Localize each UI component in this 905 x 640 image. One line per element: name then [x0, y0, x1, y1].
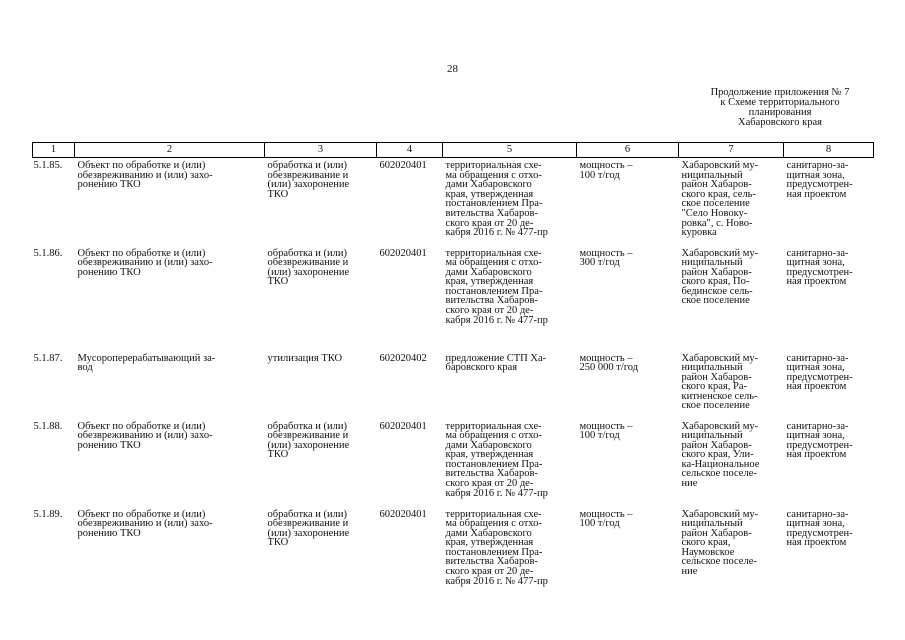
placement-basis-line: постановлением Пра-	[445, 458, 543, 470]
restricted-zone-line: санитарно-за-	[786, 247, 849, 259]
placement-basis-line: территориальная схе-	[445, 420, 542, 432]
object-location-line: бединское сель-	[681, 285, 753, 297]
object-location-line: ниципальный	[681, 518, 743, 530]
restricted-zone-line: санитарно-за-	[786, 160, 849, 171]
object-name-cell	[75, 158, 265, 246]
placement-basis-line: ма обращения с отхо-	[445, 169, 542, 181]
object-purpose-line: обработка и (или)	[267, 420, 347, 432]
object-purpose-line: обезвреживание и	[267, 518, 349, 530]
placement-basis-line: ского края от 20 де-	[445, 305, 534, 317]
appendix-note-line: к Схеме территориального	[720, 97, 840, 108]
object-name-line: обезвреживанию и (или) захо-	[77, 169, 213, 181]
object-location-line: район Хабаров-	[681, 179, 752, 191]
object-name-line: ронению ТКО	[77, 527, 141, 539]
placement-basis-cell	[443, 419, 577, 507]
object-code-cell: 602020402	[379, 352, 427, 364]
placement-basis-line: ского края от 20 де-	[445, 478, 534, 490]
object-name-cell	[75, 351, 265, 419]
object-location-line: сельское поселе-	[681, 556, 757, 568]
placement-basis-line: кабря 2016 г. № 477-пр	[445, 227, 548, 239]
restricted-zone-line: предусмотрен-	[786, 371, 853, 383]
placement-basis-line: постановлением Пра-	[445, 198, 543, 210]
object-purpose-line: обработка и (или)	[267, 247, 347, 259]
object-name-cell	[75, 507, 265, 597]
placement-basis-line: вительства Хабаров-	[445, 556, 538, 568]
object-code-cell: 602020401	[379, 247, 427, 259]
object-name-line: ронению ТКО	[77, 266, 141, 278]
row-number-cell: 5.1.86.	[33, 247, 63, 259]
column-header: 5	[443, 143, 577, 158]
object-name-line: обезвреживанию и (или) захо-	[77, 430, 213, 442]
object-capacity-line: мощность –	[579, 160, 633, 171]
restricted-zone-line: щитная зона,	[786, 518, 845, 530]
column-header: 1	[33, 143, 75, 158]
object-name-line: ронению ТКО	[77, 179, 141, 191]
restricted-zone-cell	[784, 158, 874, 246]
object-capacity-cell	[577, 158, 679, 246]
object-name-line: Объект по обработке и (или)	[77, 508, 206, 520]
object-name-line: Объект по обработке и (или)	[77, 160, 206, 171]
table-body	[33, 158, 874, 597]
restricted-zone-line: санитарно-за-	[786, 352, 849, 364]
object-location-line: ское поселение	[681, 400, 750, 412]
object-location-line: район Хабаров-	[681, 266, 752, 278]
restricted-zone-line: ная проектом	[786, 537, 847, 549]
object-purpose-line: обезвреживание и	[267, 169, 349, 181]
column-header: 7	[679, 143, 784, 158]
object-location-line: Хабаровский му-	[681, 247, 759, 259]
placement-basis-line: кабря 2016 г. № 477-пр	[445, 314, 548, 326]
object-location-line: ниципальный	[681, 257, 743, 269]
object-location-line: ниципальный	[681, 362, 743, 374]
placement-basis-line: края, утвержденная	[445, 188, 534, 200]
appendix-note-line: планирования	[748, 107, 812, 118]
restricted-zone-cell	[784, 351, 874, 419]
object-location-line: ское поселение	[681, 198, 750, 210]
object-name-line: Объект по обработке и (или)	[77, 420, 206, 432]
object-capacity-line: 250 000 т/год	[579, 362, 639, 374]
table-row	[33, 351, 874, 419]
placement-basis-cell	[443, 246, 577, 351]
object-location-line: район Хабаров-	[681, 371, 752, 383]
object-capacity-line: мощность –	[579, 352, 633, 364]
placement-basis-line: предложение СТП Ха-	[445, 352, 547, 364]
object-purpose-cell	[265, 419, 377, 507]
object-location-line: ского края, По-	[681, 276, 750, 288]
restricted-zone-line: ная проектом	[786, 449, 847, 461]
object-capacity-line: мощность –	[579, 247, 633, 259]
restricted-zone-line: предусмотрен-	[786, 439, 853, 451]
object-purpose-line: ТКО	[267, 537, 289, 549]
object-location-line: ниципальный	[681, 169, 743, 181]
object-name-line: обезвреживанию и (или) захо-	[77, 518, 213, 530]
object-location-line: ка-Национальное	[681, 458, 760, 470]
restricted-zone-line: щитная зона,	[786, 362, 845, 374]
restricted-zone-line: ная проектом	[786, 276, 847, 288]
object-code-cell: 602020401	[379, 508, 427, 520]
object-capacity-line: 100 т/год	[579, 518, 620, 530]
table-row	[33, 246, 874, 351]
object-name-line: обезвреживанию и (или) захо-	[77, 257, 213, 269]
object-location-line: ние	[681, 566, 698, 578]
placement-basis-line: дами Хабаровского	[445, 527, 532, 539]
column-header: 6	[577, 143, 679, 158]
object-name-cell	[75, 246, 265, 351]
placement-basis-line: дами Хабаровского	[445, 179, 532, 191]
object-code-cell: 602020401	[379, 160, 427, 171]
object-location-line: Хабаровский му-	[681, 420, 759, 432]
object-capacity-line: 100 т/год	[579, 169, 620, 181]
object-purpose-line: обработка и (или)	[267, 508, 347, 520]
object-location-line: ского края, Ули-	[681, 449, 754, 461]
object-location-line: Хабаровский му-	[681, 508, 759, 520]
object-purpose-line: ТКО	[267, 449, 289, 461]
object-purpose-line: (или) захоронение	[267, 179, 350, 191]
appendix-note-line: Продолжение приложения № 7	[710, 87, 850, 98]
placement-basis-line: постановлением Пра-	[445, 546, 543, 558]
placement-basis-line: дами Хабаровского	[445, 439, 532, 451]
object-location-line: ского края, сель-	[681, 188, 756, 200]
placement-basis-line: дами Хабаровского	[445, 266, 532, 278]
object-purpose-line: (или) захоронение	[267, 527, 350, 539]
restricted-zone-line: щитная зона,	[786, 257, 845, 269]
placement-basis-cell	[443, 507, 577, 597]
object-capacity-line: мощность –	[579, 420, 633, 432]
placement-basis-line: ского края от 20 де-	[445, 566, 534, 578]
object-name-line: Мусороперерабатывающий за-	[77, 352, 216, 364]
object-location-line: ровка", с. Ново-	[681, 217, 753, 229]
object-location-line: сельское поселе-	[681, 468, 757, 480]
object-purpose-line: обезвреживание и	[267, 430, 349, 442]
column-header: 4	[377, 143, 443, 158]
object-purpose-cell	[265, 351, 377, 419]
object-code-cell: 602020401	[379, 420, 427, 432]
placement-basis-cell	[443, 158, 577, 246]
object-name-line: вод	[77, 362, 93, 374]
restricted-zone-line: санитарно-за-	[786, 420, 849, 432]
restricted-zone-line: ная проектом	[786, 188, 847, 200]
placement-basis-line: ского края от 20 де-	[445, 217, 534, 229]
object-location-line: Хабаровский му-	[681, 352, 759, 364]
placement-basis-line: кабря 2016 г. № 477-пр	[445, 575, 548, 587]
object-location-line: куровка	[681, 227, 717, 239]
placement-basis-line: края, утвержденная	[445, 276, 534, 288]
restricted-zone-line: предусмотрен-	[786, 266, 853, 278]
placement-basis-line: территориальная схе-	[445, 247, 542, 259]
object-location-line: район Хабаров-	[681, 527, 752, 539]
placement-basis-line: постановлением Пра-	[445, 285, 543, 297]
placement-basis-line: вительства Хабаров-	[445, 468, 538, 480]
placement-basis-line: территориальная схе-	[445, 160, 542, 171]
placement-basis-line: территориальная схе-	[445, 508, 542, 520]
placement-basis-line: баровского края	[445, 362, 518, 374]
row-number-cell: 5.1.88.	[33, 420, 63, 432]
object-name-cell	[75, 419, 265, 507]
placement-basis-line: ма обращения с отхо-	[445, 518, 542, 530]
object-location-line: ского края, Ра-	[681, 381, 747, 393]
object-name-line: Объект по обработке и (или)	[77, 247, 206, 259]
object-capacity-cell	[577, 419, 679, 507]
table-row	[33, 507, 874, 597]
row-number-cell: 5.1.85.	[33, 160, 63, 171]
object-location-cell	[679, 507, 784, 597]
object-location-cell	[679, 158, 784, 246]
column-header-row	[33, 143, 874, 158]
object-purpose-cell	[265, 246, 377, 351]
object-purpose-cell	[265, 158, 377, 246]
object-location-line: Хабаровский му-	[681, 160, 759, 171]
object-location-line: китненское сель-	[681, 390, 758, 402]
object-purpose-line: обезвреживание и	[267, 257, 349, 269]
object-location-line: ское поселение	[681, 295, 750, 307]
object-location-line: район Хабаров-	[681, 439, 752, 451]
object-location-line: ниципальный	[681, 430, 743, 442]
column-header: 2	[75, 143, 265, 158]
object-capacity-line: 100 т/год	[579, 430, 620, 442]
restricted-zone-line: ная проектом	[786, 381, 847, 393]
object-location-line: "Село Новоку-	[681, 207, 748, 219]
object-capacity-cell	[577, 246, 679, 351]
object-capacity-line: мощность –	[579, 508, 633, 520]
restricted-zone-cell	[784, 246, 874, 351]
object-purpose-line: ТКО	[267, 276, 289, 288]
restricted-zone-line: щитная зона,	[786, 169, 845, 181]
table-row	[33, 158, 874, 246]
objects-table	[32, 142, 874, 597]
object-location-line: Наумовское	[681, 546, 735, 558]
restricted-zone-line: предусмотрен-	[786, 179, 853, 191]
restricted-zone-line: щитная зона,	[786, 430, 845, 442]
object-capacity-cell	[577, 351, 679, 419]
object-purpose-cell	[265, 507, 377, 597]
placement-basis-line: ма обращения с отхо-	[445, 257, 542, 269]
placement-basis-cell	[443, 351, 577, 419]
object-capacity-line: 300 т/год	[579, 257, 620, 269]
object-location-cell	[679, 246, 784, 351]
appendix-note	[660, 88, 900, 128]
appendix-note-line: Хабаровского края	[738, 117, 822, 128]
object-location-cell	[679, 419, 784, 507]
restricted-zone-line: предусмотрен-	[786, 527, 853, 539]
placement-basis-line: вительства Хабаров-	[445, 295, 538, 307]
object-purpose-line: (или) захоронение	[267, 439, 350, 451]
table-row	[33, 419, 874, 507]
row-number-cell: 5.1.89.	[33, 508, 63, 520]
object-name-line: ронению ТКО	[77, 439, 141, 451]
object-purpose-line: (или) захоронение	[267, 266, 350, 278]
placement-basis-line: ма обращения с отхо-	[445, 430, 542, 442]
column-header: 8	[784, 143, 874, 158]
restricted-zone-cell	[784, 507, 874, 597]
object-purpose-line: ТКО	[267, 188, 289, 200]
page-number: 28	[447, 63, 458, 75]
placement-basis-line: края, утвержденная	[445, 537, 534, 549]
object-location-line: ского края,	[681, 537, 731, 549]
placement-basis-line: кабря 2016 г. № 477-пр	[445, 487, 548, 499]
column-header: 3	[265, 143, 377, 158]
object-capacity-cell	[577, 507, 679, 597]
object-location-cell	[679, 351, 784, 419]
placement-basis-line: края, утвержденная	[445, 449, 534, 461]
object-purpose-line: обработка и (или)	[267, 160, 347, 171]
restricted-zone-cell	[784, 419, 874, 507]
object-location-line: ние	[681, 478, 698, 490]
placement-basis-line: вительства Хабаров-	[445, 207, 538, 219]
object-purpose-line: утилизация ТКО	[267, 352, 343, 364]
restricted-zone-line: санитарно-за-	[786, 508, 849, 520]
row-number-cell: 5.1.87.	[33, 352, 63, 364]
